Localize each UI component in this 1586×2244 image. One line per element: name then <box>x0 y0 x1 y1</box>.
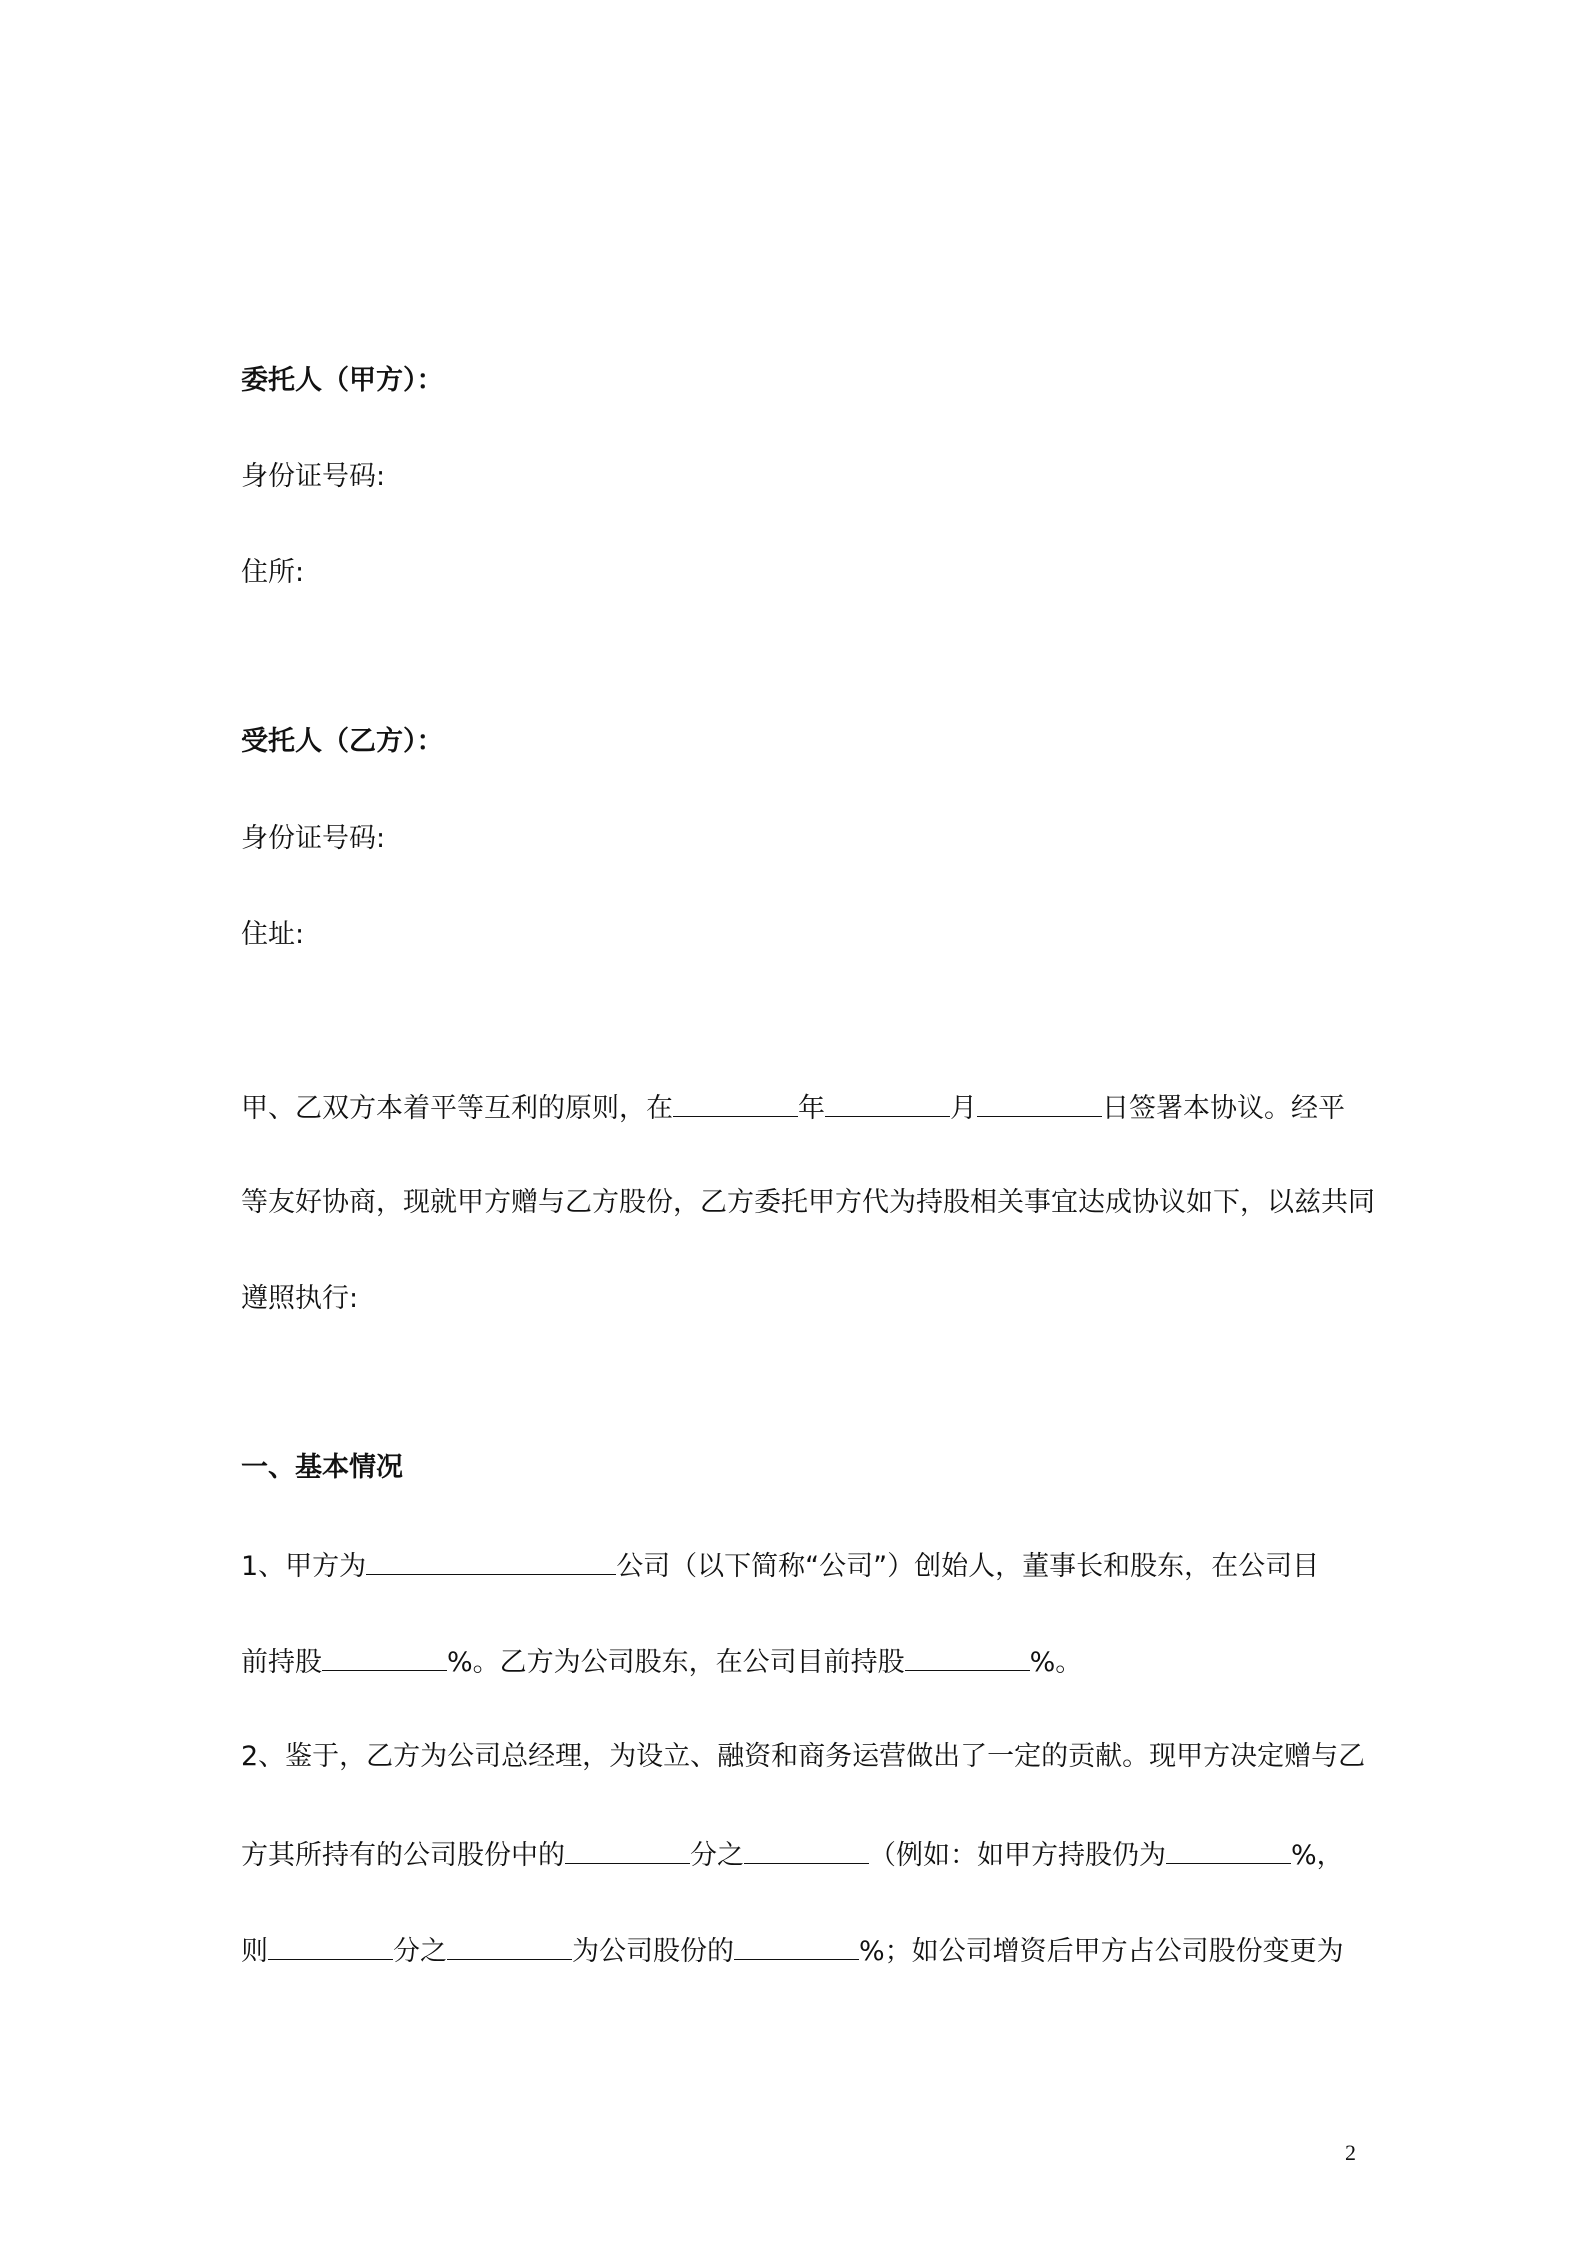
fraction-denominator-blank[interactable] <box>565 1837 690 1864</box>
clause-2-line-2 <box>241 1837 1344 1873</box>
clause-1-text: %。乙方为公司股东，在公司目前持股 <box>447 1647 905 1678</box>
company-name-blank[interactable] <box>366 1548 616 1575</box>
clause-1-text: 1、甲方为 <box>241 1551 367 1582</box>
example-percent-blank[interactable] <box>734 1933 859 1960</box>
month-blank[interactable] <box>825 1090 950 1117</box>
preamble-line-3: 遵照执行: <box>241 1283 359 1314</box>
clause-2-text: %， <box>1291 1840 1344 1871</box>
clause-2-text: 则 <box>241 1936 268 1967</box>
party-a-share-blank[interactable] <box>322 1644 447 1671</box>
clause-1-line-1 <box>241 1548 1319 1584</box>
page-number: 2 <box>1345 2140 1356 2165</box>
party-a-title: 委托人（甲方）： <box>241 365 444 396</box>
clause-2-text: （例如：如甲方持股仍为 <box>869 1840 1166 1871</box>
clause-2-text: 为公司股份的 <box>572 1936 734 1967</box>
clause-1-text: %。 <box>1029 1647 1083 1678</box>
year-blank[interactable] <box>673 1090 798 1117</box>
preamble-line-1 <box>241 1090 1345 1126</box>
party-b-address-label: 住址: <box>241 919 305 950</box>
clause-2-line-1: 2、鉴于，乙方为公司总经理，为设立、融资和商务运营做出了一定的贡献。现甲方决定赠与乙 <box>241 1741 1366 1772</box>
clause-1-text: 公司（以下简称“公司”）创始人，董事长和股东，在公司目 <box>616 1551 1320 1582</box>
example-denominator-blank[interactable] <box>268 1933 393 1960</box>
month-label: 月 <box>950 1093 977 1124</box>
day-label: 日签署本协议。经平 <box>1102 1093 1345 1124</box>
example-numerator-blank[interactable] <box>447 1933 572 1960</box>
clause-2-text: %；如公司增资后甲方占公司股份变更为 <box>859 1936 1344 1967</box>
party-a-id-label: 身份证号码: <box>241 461 386 492</box>
clause-1-line-2 <box>241 1644 1082 1680</box>
day-blank[interactable] <box>977 1090 1102 1117</box>
holding-percent-blank[interactable] <box>1166 1837 1291 1864</box>
clause-2-text: 方其所持有的公司股份中的 <box>241 1840 565 1871</box>
party-b-share-blank[interactable] <box>905 1644 1030 1671</box>
clause-2-text: 分之 <box>690 1840 744 1871</box>
clause-1-text: 前持股 <box>241 1647 322 1678</box>
clause-2-line-3 <box>241 1933 1344 1969</box>
preamble-line-2: 等友好协商，现就甲方赠与乙方股份，乙方委托甲方代为持股相关事宜达成协议如下，以兹共同 <box>241 1187 1375 1218</box>
preamble-text: 甲、乙双方本着平等互利的原则，在 <box>241 1093 673 1124</box>
party-b-id-label: 身份证号码: <box>241 823 386 854</box>
section-heading: 一、基本情况 <box>241 1452 403 1483</box>
year-label: 年 <box>798 1093 825 1124</box>
fraction-numerator-blank[interactable] <box>744 1837 869 1864</box>
clause-2-text: 分之 <box>393 1936 447 1967</box>
party-b-title: 受托人（乙方）： <box>241 726 444 757</box>
party-a-address-label: 住所: <box>241 557 305 588</box>
